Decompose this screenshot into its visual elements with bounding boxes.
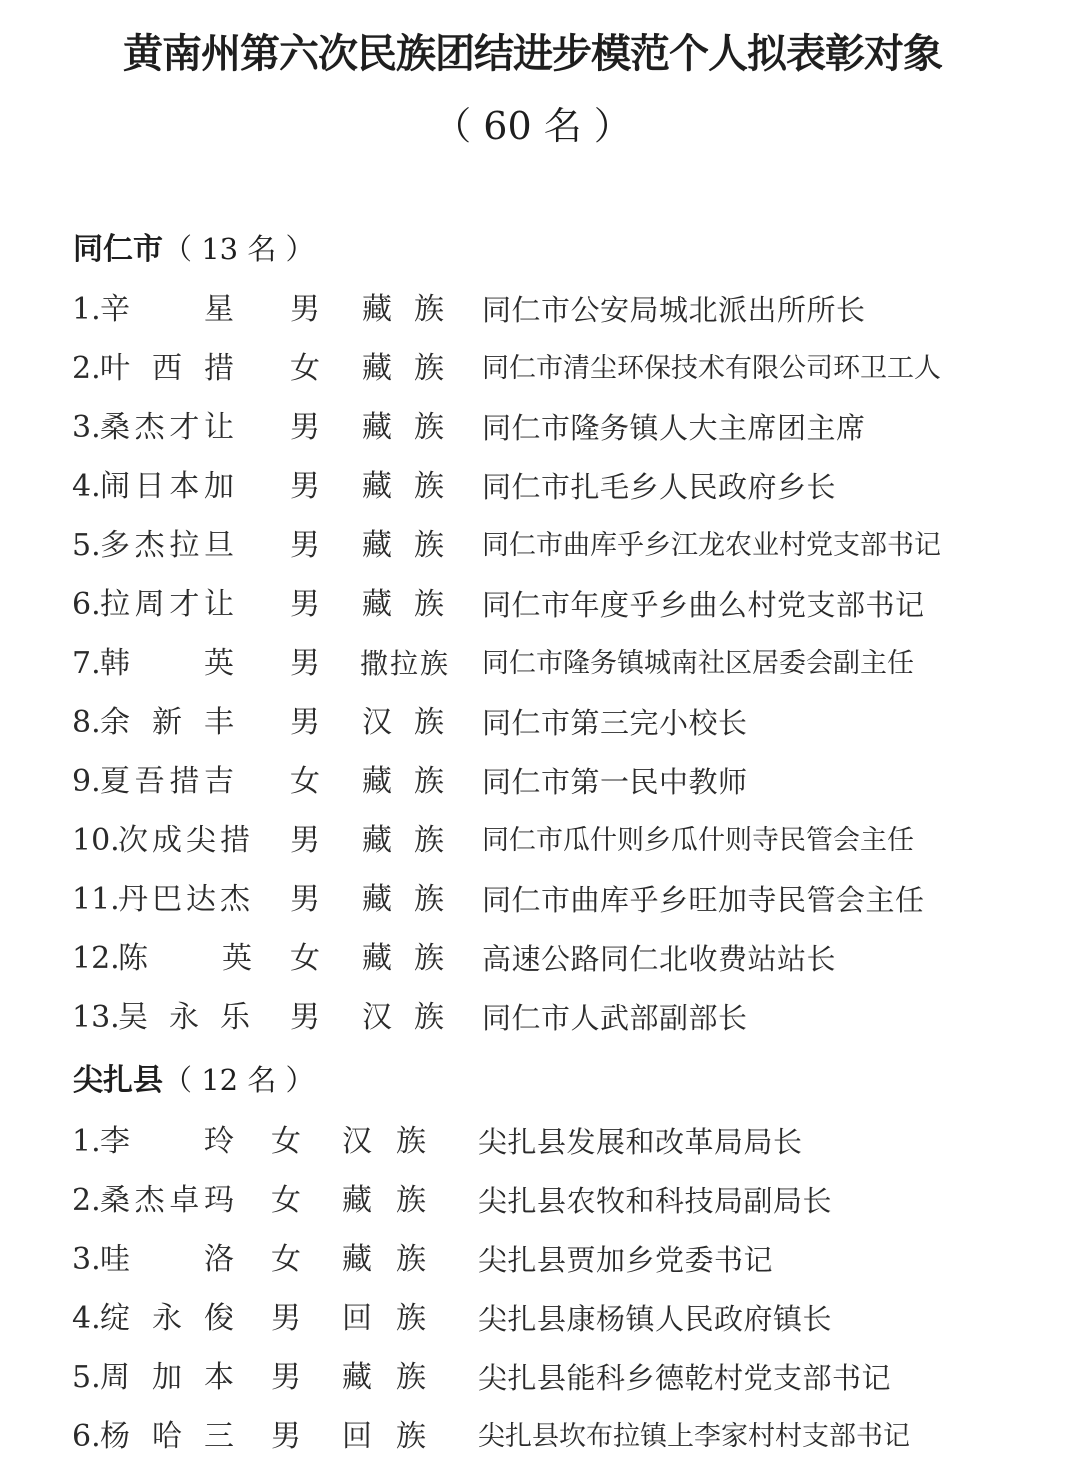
- person-position: 同仁市隆务镇人大主席团主席: [482, 411, 866, 445]
- person-position: 尖扎县农牧和科技局副局长: [478, 1184, 833, 1218]
- item-number: 13.: [72, 1000, 120, 1035]
- person-gender: 男: [290, 1000, 320, 1035]
- item-number: 5.: [72, 528, 101, 563]
- person-name: 拉周才让: [100, 587, 234, 622]
- item-number: 4.: [72, 469, 101, 504]
- person-position: 同仁市隆务镇城南社区居委会副主任: [482, 648, 914, 679]
- list-item: [0, 288, 1065, 332]
- list-item: [0, 583, 1065, 627]
- person-ethnicity: 藏族: [362, 528, 444, 563]
- person-name: 丹巴达杰: [118, 882, 250, 917]
- list-item: [0, 1415, 1065, 1459]
- person-ethnicity: 藏族: [362, 823, 444, 858]
- person-gender: 男: [290, 528, 320, 563]
- person-position: 同仁市扎毛乡人民政府乡长: [482, 470, 837, 504]
- person-name: 次成尖措: [118, 823, 250, 858]
- person-gender: 男: [271, 1360, 301, 1395]
- person-position: 同仁市曲库乎乡江龙农业村党支部书记: [482, 530, 941, 561]
- list-item: [0, 1238, 1065, 1282]
- person-gender: 男: [290, 587, 320, 622]
- person-gender: 男: [271, 1301, 301, 1336]
- person-position: 同仁市年度乎乡曲么村党支部书记: [482, 588, 925, 622]
- list-item: [0, 996, 1065, 1040]
- person-name: 绽永俊: [100, 1301, 234, 1336]
- person-position: 尖扎县坎布拉镇上李家村村支部书记: [478, 1421, 910, 1452]
- person-ethnicity: 藏族: [342, 1360, 426, 1395]
- person-ethnicity: 藏族: [342, 1242, 426, 1277]
- item-number: 5.: [72, 1360, 101, 1395]
- section-name: 同仁市: [73, 232, 163, 267]
- person-gender: 男: [290, 823, 320, 858]
- person-position: 同仁市人武部副部长: [482, 1001, 748, 1035]
- item-number: 3.: [72, 410, 101, 445]
- person-position: 同仁市第一民中教师: [482, 765, 748, 799]
- section-heading: [73, 229, 315, 269]
- person-name: 周加本: [100, 1360, 234, 1395]
- item-number: 10.: [72, 823, 120, 858]
- person-ethnicity: 藏族: [362, 941, 444, 976]
- person-gender: 女: [290, 764, 320, 799]
- person-position: 尖扎县能科乡德乾村党支部书记: [478, 1361, 892, 1395]
- person-position: 尖扎县康杨镇人民政府镇长: [478, 1302, 833, 1336]
- person-gender: 男: [290, 882, 320, 917]
- person-gender: 女: [290, 351, 320, 386]
- list-item: [0, 1356, 1065, 1400]
- item-number: 1.: [72, 292, 101, 327]
- person-gender: 男: [271, 1419, 301, 1454]
- person-position: 同仁市第三完小校长: [482, 706, 748, 740]
- person-name: 夏吾措吉: [100, 764, 234, 799]
- list-item: [0, 1179, 1065, 1223]
- person-name: 桑杰卓玛: [100, 1183, 234, 1218]
- item-number: 1.: [72, 1124, 101, 1159]
- section-count: （ 12 名 ）: [163, 1063, 315, 1097]
- item-number: 3.: [72, 1242, 101, 1277]
- list-item: [0, 642, 1065, 686]
- item-number: 9.: [72, 764, 101, 799]
- person-name: 哇洛: [100, 1242, 234, 1277]
- person-name: 多杰拉旦: [100, 528, 234, 563]
- list-item: [0, 1120, 1065, 1164]
- person-name: 杨哈三: [100, 1419, 234, 1454]
- person-name: 李玲: [100, 1124, 234, 1159]
- item-number: 7.: [72, 646, 101, 681]
- list-item: [0, 524, 1065, 568]
- item-number: 2.: [72, 351, 101, 386]
- list-item: [0, 819, 1065, 863]
- person-position: 同仁市曲库乎乡旺加寺民管会主任: [482, 883, 925, 917]
- person-ethnicity: 藏族: [362, 292, 444, 327]
- person-gender: 女: [290, 941, 320, 976]
- person-name: 吴永乐: [118, 1000, 250, 1035]
- person-position: 同仁市瓜什则乡瓜什则寺民管会主任: [482, 825, 914, 856]
- person-name: 韩英: [100, 646, 234, 681]
- item-number: 2.: [72, 1183, 101, 1218]
- item-number: 11.: [72, 882, 120, 917]
- document-title: 黄南州第六次民族团结进步模范个人拟表彰对象: [123, 31, 942, 77]
- person-ethnicity: 汉族: [362, 1000, 444, 1035]
- person-gender: 男: [290, 292, 320, 327]
- person-name: 桑杰才让: [100, 410, 234, 445]
- person-name: 闹日本加: [100, 469, 234, 504]
- person-gender: 女: [271, 1242, 301, 1277]
- section-count: （ 13 名 ）: [163, 232, 315, 266]
- person-name: 陈英: [118, 941, 252, 976]
- person-position: 同仁市清尘环保技术有限公司环卫工人: [482, 353, 941, 384]
- list-item: [0, 701, 1065, 745]
- item-number: 4.: [72, 1301, 101, 1336]
- person-ethnicity: 藏族: [362, 410, 444, 445]
- item-number: 6.: [72, 1419, 101, 1454]
- list-item: [0, 760, 1065, 804]
- list-item: [0, 465, 1065, 509]
- person-ethnicity: 回族: [342, 1301, 426, 1336]
- person-ethnicity: 藏族: [362, 587, 444, 622]
- person-name: 辛星: [100, 292, 234, 327]
- person-ethnicity: 汉族: [342, 1124, 426, 1159]
- list-item: [0, 347, 1065, 391]
- person-position: 高速公路同仁北收费站站长: [482, 942, 837, 976]
- person-ethnicity: 藏族: [362, 351, 444, 386]
- item-number: 6.: [72, 587, 101, 622]
- person-gender: 女: [271, 1124, 301, 1159]
- person-ethnicity: 藏族: [362, 469, 444, 504]
- person-position: 尖扎县发展和改革局局长: [478, 1125, 803, 1159]
- person-gender: 男: [290, 705, 320, 740]
- person-ethnicity: 藏族: [362, 764, 444, 799]
- person-position: 尖扎县贾加乡党委书记: [478, 1243, 774, 1277]
- person-position: 同仁市公安局城北派出所所长: [482, 293, 866, 327]
- person-ethnicity: 回族: [342, 1419, 426, 1454]
- document-total-count: （ 60 名 ）: [433, 104, 632, 148]
- item-number: 12.: [72, 941, 120, 976]
- list-item: [0, 878, 1065, 922]
- section-heading: [73, 1060, 315, 1100]
- person-name: 叶西措: [100, 351, 234, 386]
- person-gender: 男: [290, 646, 320, 681]
- person-name: 余新丰: [100, 705, 234, 740]
- list-item: [0, 937, 1065, 981]
- person-gender: 女: [271, 1183, 301, 1218]
- person-gender: 男: [290, 469, 320, 504]
- person-ethnicity: 撒拉族: [360, 647, 448, 680]
- person-gender: 男: [290, 410, 320, 445]
- list-item: [0, 406, 1065, 450]
- person-ethnicity: 藏族: [342, 1183, 426, 1218]
- list-item: [0, 1297, 1065, 1341]
- person-ethnicity: 汉族: [362, 705, 444, 740]
- item-number: 8.: [72, 705, 101, 740]
- section-name: 尖扎县: [73, 1063, 163, 1098]
- person-ethnicity: 藏族: [362, 882, 444, 917]
